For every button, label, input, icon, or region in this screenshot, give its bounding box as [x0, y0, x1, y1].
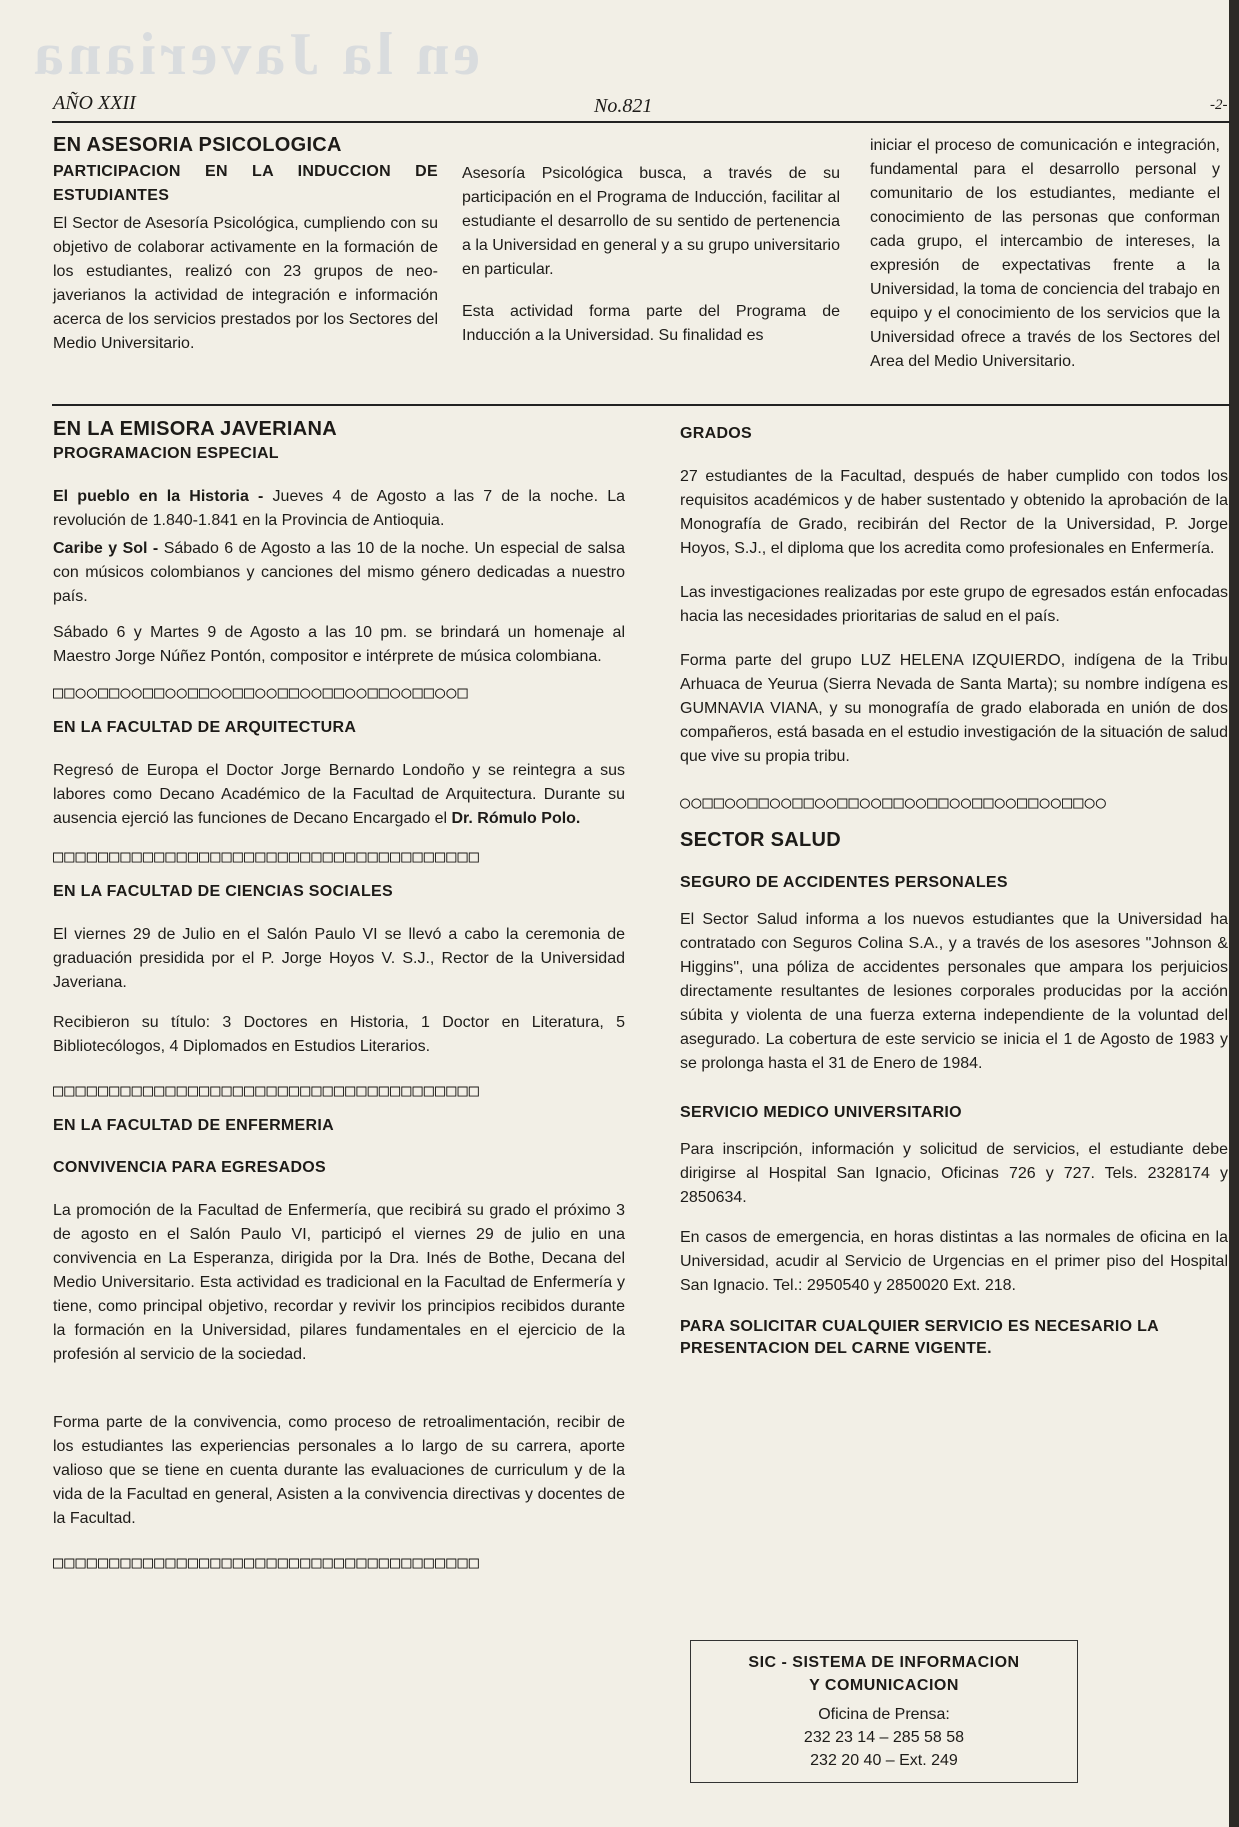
- emisora-subtitle: PROGRAMACION ESPECIAL: [53, 445, 279, 462]
- asesoria-paragraph-4: iniciar el proceso de comunicación e integración, fundamental para el desarrollo personal y comunitario de los estudiantes, mediante el conocimiento de las personas que conforman cada grupo, el intercambio de intereses, la expresión de expectativas frente a la Universidad, la toma de conciencia del trabajo en equipo y el conocimiento de los servicios que la Universidad ofrece a través de los Sectores del Area del Medio Universitario.: [870, 137, 1220, 370]
- left-column: [53, 418, 625, 1573]
- enfermeria-paragraph-1: La promoción de la Facultad de Enfermería, que recibirá su grado el próximo 3 de agosto en el Salón Paulo VI, participó el viernes 29 de julio en una convivencia en La Esperanza, dirigida por la Dra. Inés de Bothe, Decana del Medio Universitario. Esta actividad es tradicional en la Facultad de Enfermería y tiene, como principal objetivo, recordar y revivir los principios recibidos durante la formación en la Universidad, pilares fundamentales en el ejercicio de la profesión al servicio de la sociedad.: [53, 1202, 625, 1363]
- bleed-through-masthead: en la Javeriana: [30, 21, 480, 87]
- salud-title: SECTOR SALUD: [680, 829, 842, 851]
- issue-number: No.821: [594, 95, 653, 117]
- program-details-1: Jueves 4 de Agosto a las 7 de la noche. La revolución de 1.840-1.841 en la Provincia de Antioquia.: [53, 488, 625, 529]
- asesoria-col3: [870, 134, 1220, 374]
- seguro-paragraph: El Sector Salud informa a los nuevos estudiantes que la Universidad ha contratado con Seguros Colina S.A., y a través de los asesores "Johnson & Higgins", una póliza de accidentes personales que ampara los perjuicios directamente resultantes de lesiones corporales producidas por la acción súbita y violenta de una fuerza externa independiente de la voluntad del asegurado. La cobertura de este servicio se inicia el 1 de Agosto de 1983 y se prolonga hasta el 31 de Enero de 1984.: [680, 911, 1228, 1072]
- carne-notice: PARA SOLICITAR CUALQUIER SERVICIO ES NECESARIO LA PRESENTACION DEL CARNE VIGENTE.: [680, 1318, 1159, 1357]
- sic-contact-box: [690, 1640, 1078, 1783]
- page-number: -2-: [1210, 97, 1228, 113]
- ornament-divider: ○○□□○○□□○○□□○○□□○○□□○○□□○○□□○○□□○○□□○○: [680, 793, 1107, 813]
- asesoria-paragraph-2: Asesoría Psicológica busca, a través de su participación en el Programa de Inducción, facilitar al estudiante el desarrollo de su sentido de pertenencia a la Universidad en general y a su grupo universitario en particular.: [462, 165, 840, 278]
- arquitectura-name: Dr. Rómulo Polo.: [451, 810, 581, 827]
- enfermeria-subtitle: CONVIVENCIA PARA EGRESADOS: [53, 1159, 327, 1176]
- ornament-divider: □□□□□□□□□□□□□□□□□□□□□□□□□□□□□□□□□□□□□□: [53, 1553, 480, 1573]
- grados-paragraph-2: Las investigaciones realizadas por este grupo de egresados están enfocadas hacia las necesidades prioritarias de salud en el país.: [680, 584, 1228, 625]
- ciencias-title: EN LA FACULTAD DE CIENCIAS SOCIALES: [53, 883, 393, 900]
- page-edge: [1229, 0, 1239, 1827]
- emisora-title: EN LA EMISORA JAVERIANA: [53, 418, 337, 440]
- sic-office: Oficina de Prensa:: [818, 1706, 950, 1723]
- ciencias-paragraph-2: Recibieron su título: 3 Doctores en Historia, 1 Doctor en Literatura, 5 Bibliotecólogos, 4 Diplomados en Estudios Literarios.: [53, 1014, 625, 1055]
- asesoria-title: EN ASESORIA PSICOLOGICA: [53, 134, 342, 156]
- sic-title-line-1: SIC - SISTEMA DE INFORMACION: [748, 1654, 1020, 1671]
- emisora-item-3: Sábado 6 y Martes 9 de Agosto a las 10 pm. se brindará un homenaje al Maestro Jorge Núñez Pontón, compositor e intérprete de música colombiana.: [53, 624, 625, 665]
- servicio-medico-title: SERVICIO MEDICO UNIVERSITARIO: [680, 1104, 962, 1121]
- program-name-1: El pueblo en la Historia -: [53, 488, 273, 505]
- grados-paragraph-1: 27 estudiantes de la Facultad, después de haber cumplido con todos los requisitos académicos y de haber sustentado y obtenido la aprobación de la Monografía de Grado, recibirán del Rector de la Universidad, P. Jorge Hoyos, S.J., el diploma que los acredita como profesionales en Enfermería.: [680, 468, 1228, 557]
- seguro-title: SEGURO DE ACCIDENTES PERSONALES: [680, 874, 1008, 891]
- arquitectura-paragraph: [53, 759, 625, 831]
- ornament-divider: □□○○□□○○□□○○□□○○□□○○□□○○□□○○□□○○□□○○□: [53, 683, 469, 703]
- asesoria-col2: [462, 162, 840, 348]
- program-name-2: Caribe y Sol -: [53, 540, 164, 557]
- arquitectura-text: Regresó de Europa el Doctor Jorge Bernardo Londoño y se reintegra a sus labores como Decano Académico de la Facultad de Arquitectura. Durante su ausencia ejerció las funciones de Decano Encargado el: [53, 762, 625, 827]
- servicio-medico-paragraph-1: Para inscripción, información y solicitud de servicios, el estudiante debe dirigirse al Hospital San Ignacio, Oficinas 726 y 727. Tels. 2328174 y 2850634.: [680, 1141, 1228, 1206]
- emisora-item-1: [53, 485, 625, 533]
- grados-paragraph-3: Forma parte del grupo LUZ HELENA IZQUIERDO, indígena de la Tribu Arhuaca de Yeurua (Sierra Nevada de Santa Marta); su nombre indígena es GUMNAVIA VIANA, y su monografía de grado elaborada en unión de dos compañeros, está basada en el estudio investigación de la situación de salud que vive su propia tribu.: [680, 652, 1228, 765]
- asesoria-paragraph-3: Esta actividad forma parte del Programa de Inducción a la Universidad. Su finalidad es: [462, 303, 840, 344]
- header-rule: [52, 121, 1230, 123]
- program-details-2: Sábado 6 de Agosto a las 10 de la noche. Un especial de salsa con músicos colombianos y canciones del mismo género dedicadas a nuestro país.: [53, 540, 625, 605]
- section-rule: [52, 404, 1230, 406]
- right-column: [680, 425, 1228, 1360]
- sic-title-line-2: Y COMUNICACION: [809, 1677, 959, 1694]
- ornament-divider: □□□□□□□□□□□□□□□□□□□□□□□□□□□□□□□□□□□□□□: [53, 1081, 480, 1101]
- arquitectura-title: EN LA FACULTAD DE ARQUITECTURA: [53, 719, 357, 736]
- asesoria-paragraph-1: El Sector de Asesoría Psicológica, cumpliendo con su objetivo de colaborar activamente en la formación de los estudiantes, realizó con 23 grupos de neo-javerianos la actividad de integración e información acerca de los servicios prestados por los Sectores del Medio Universitario.: [53, 215, 438, 352]
- enfermeria-title: EN LA FACULTAD DE ENFERMERIA: [53, 1117, 334, 1134]
- emisora-item-2: [53, 537, 625, 609]
- ornament-divider: □□□□□□□□□□□□□□□□□□□□□□□□□□□□□□□□□□□□□□: [53, 847, 480, 867]
- sic-phone-2: 232 20 40 – Ext. 249: [810, 1752, 958, 1769]
- ciencias-paragraph-1: El viernes 29 de Julio en el Salón Paulo VI se llevó a cabo la ceremonia de graduación presidida por el P. Jorge Hoyos V. S.J., Rector de la Universidad Javeriana.: [53, 926, 625, 991]
- enfermeria-paragraph-2: Forma parte de la convivencia, como proceso de retroalimentación, recibir de los estudiantes las experiencias personales a lo largo de su carrera, aporte valioso que se tiene en cuenta durante las evaluaciones de curriculum y de la vida de la Facultad en general, Asisten a la convivencia directivas y docentes de la Facultad.: [53, 1414, 625, 1527]
- asesoria-subtitle: PARTICIPACION EN LA INDUCCION DE ESTUDIANTES: [53, 163, 438, 204]
- volume-year: AÑO XXII: [53, 92, 136, 114]
- asesoria-col1: [53, 134, 438, 356]
- grados-title: GRADOS: [680, 425, 753, 442]
- sic-phone-1: 232 23 14 – 285 58 58: [803, 1729, 965, 1746]
- servicio-medico-paragraph-2: En casos de emergencia, en horas distintas a las normales de oficina en la Universidad, acudir al Servicio de Urgencias en el primer piso del Hospital San Ignacio. Tel.: 2950540 y 2850020 Ext. 218.: [680, 1229, 1228, 1294]
